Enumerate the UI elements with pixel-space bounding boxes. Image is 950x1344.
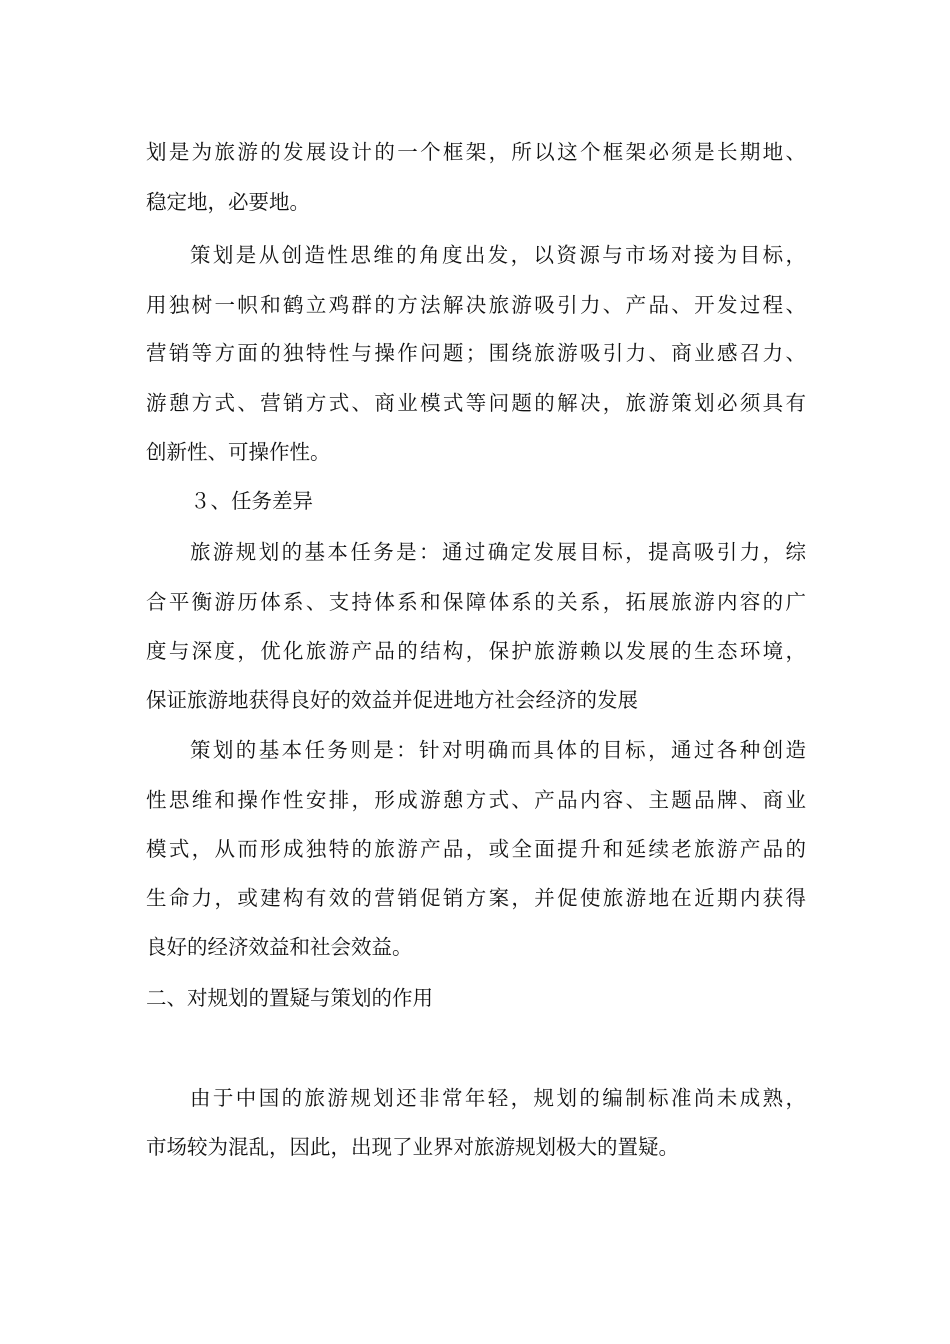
text-line: 划是为旅游的发展设计的一个框架，所以这个框架必须是长期地、: [146, 140, 806, 164]
text-line: 合平衡游历体系、支持体系和保障体系的关系，拓展旅游内容的广: [146, 590, 806, 614]
text-line: 模式，从而形成独特的旅游产品，或全面提升和延续老旅游产品的: [146, 837, 806, 861]
text-line: 策划的基本任务则是：针对明确而具体的目标，通过各种创造: [190, 738, 806, 762]
text-line: 旅游规划的基本任务是：通过确定发展目标，提高吸引力，综: [190, 540, 806, 564]
text-line: 策划是从创造性思维的角度出发，以资源与市场对接为目标，: [190, 243, 806, 267]
text-line: 生命力，或建构有效的营销促销方案，并促使旅游地在近期内获得: [146, 886, 806, 910]
section-heading: ３、任务差异: [190, 489, 313, 513]
text-line: 营销等方面的独特性与操作问题；围绕旅游吸引力、商业感召力、: [146, 341, 806, 365]
section-heading: 二、对规划的置疑与策划的作用: [146, 986, 433, 1010]
text-line: 市场较为混乱，因此，出现了业界对旅游规划极大的置疑。: [146, 1135, 679, 1159]
text-line: 保证旅游地获得良好的效益并促进地方社会经济的发展: [146, 688, 638, 712]
text-line: 性思维和操作性安排，形成游憩方式、产品内容、主题品牌、商业: [146, 788, 806, 812]
text-line: 良好的经济效益和社会效益。: [146, 935, 413, 959]
text-line: 稳定地，必要地。: [146, 190, 310, 214]
text-line: 度与深度，优化旅游产品的结构，保护旅游赖以发展的生态环境，: [146, 639, 806, 663]
text-line: 由于中国的旅游规划还非常年轻，规划的编制标准尚未成熟，: [190, 1086, 806, 1110]
text-line: 游憩方式、营销方式、商业模式等问题的解决，旅游策划必须具有: [146, 391, 806, 415]
text-line: 用独树一帜和鹤立鸡群的方法解决旅游吸引力、产品、开发过程、: [146, 293, 806, 317]
text-line: 创新性、可操作性。: [146, 440, 331, 464]
